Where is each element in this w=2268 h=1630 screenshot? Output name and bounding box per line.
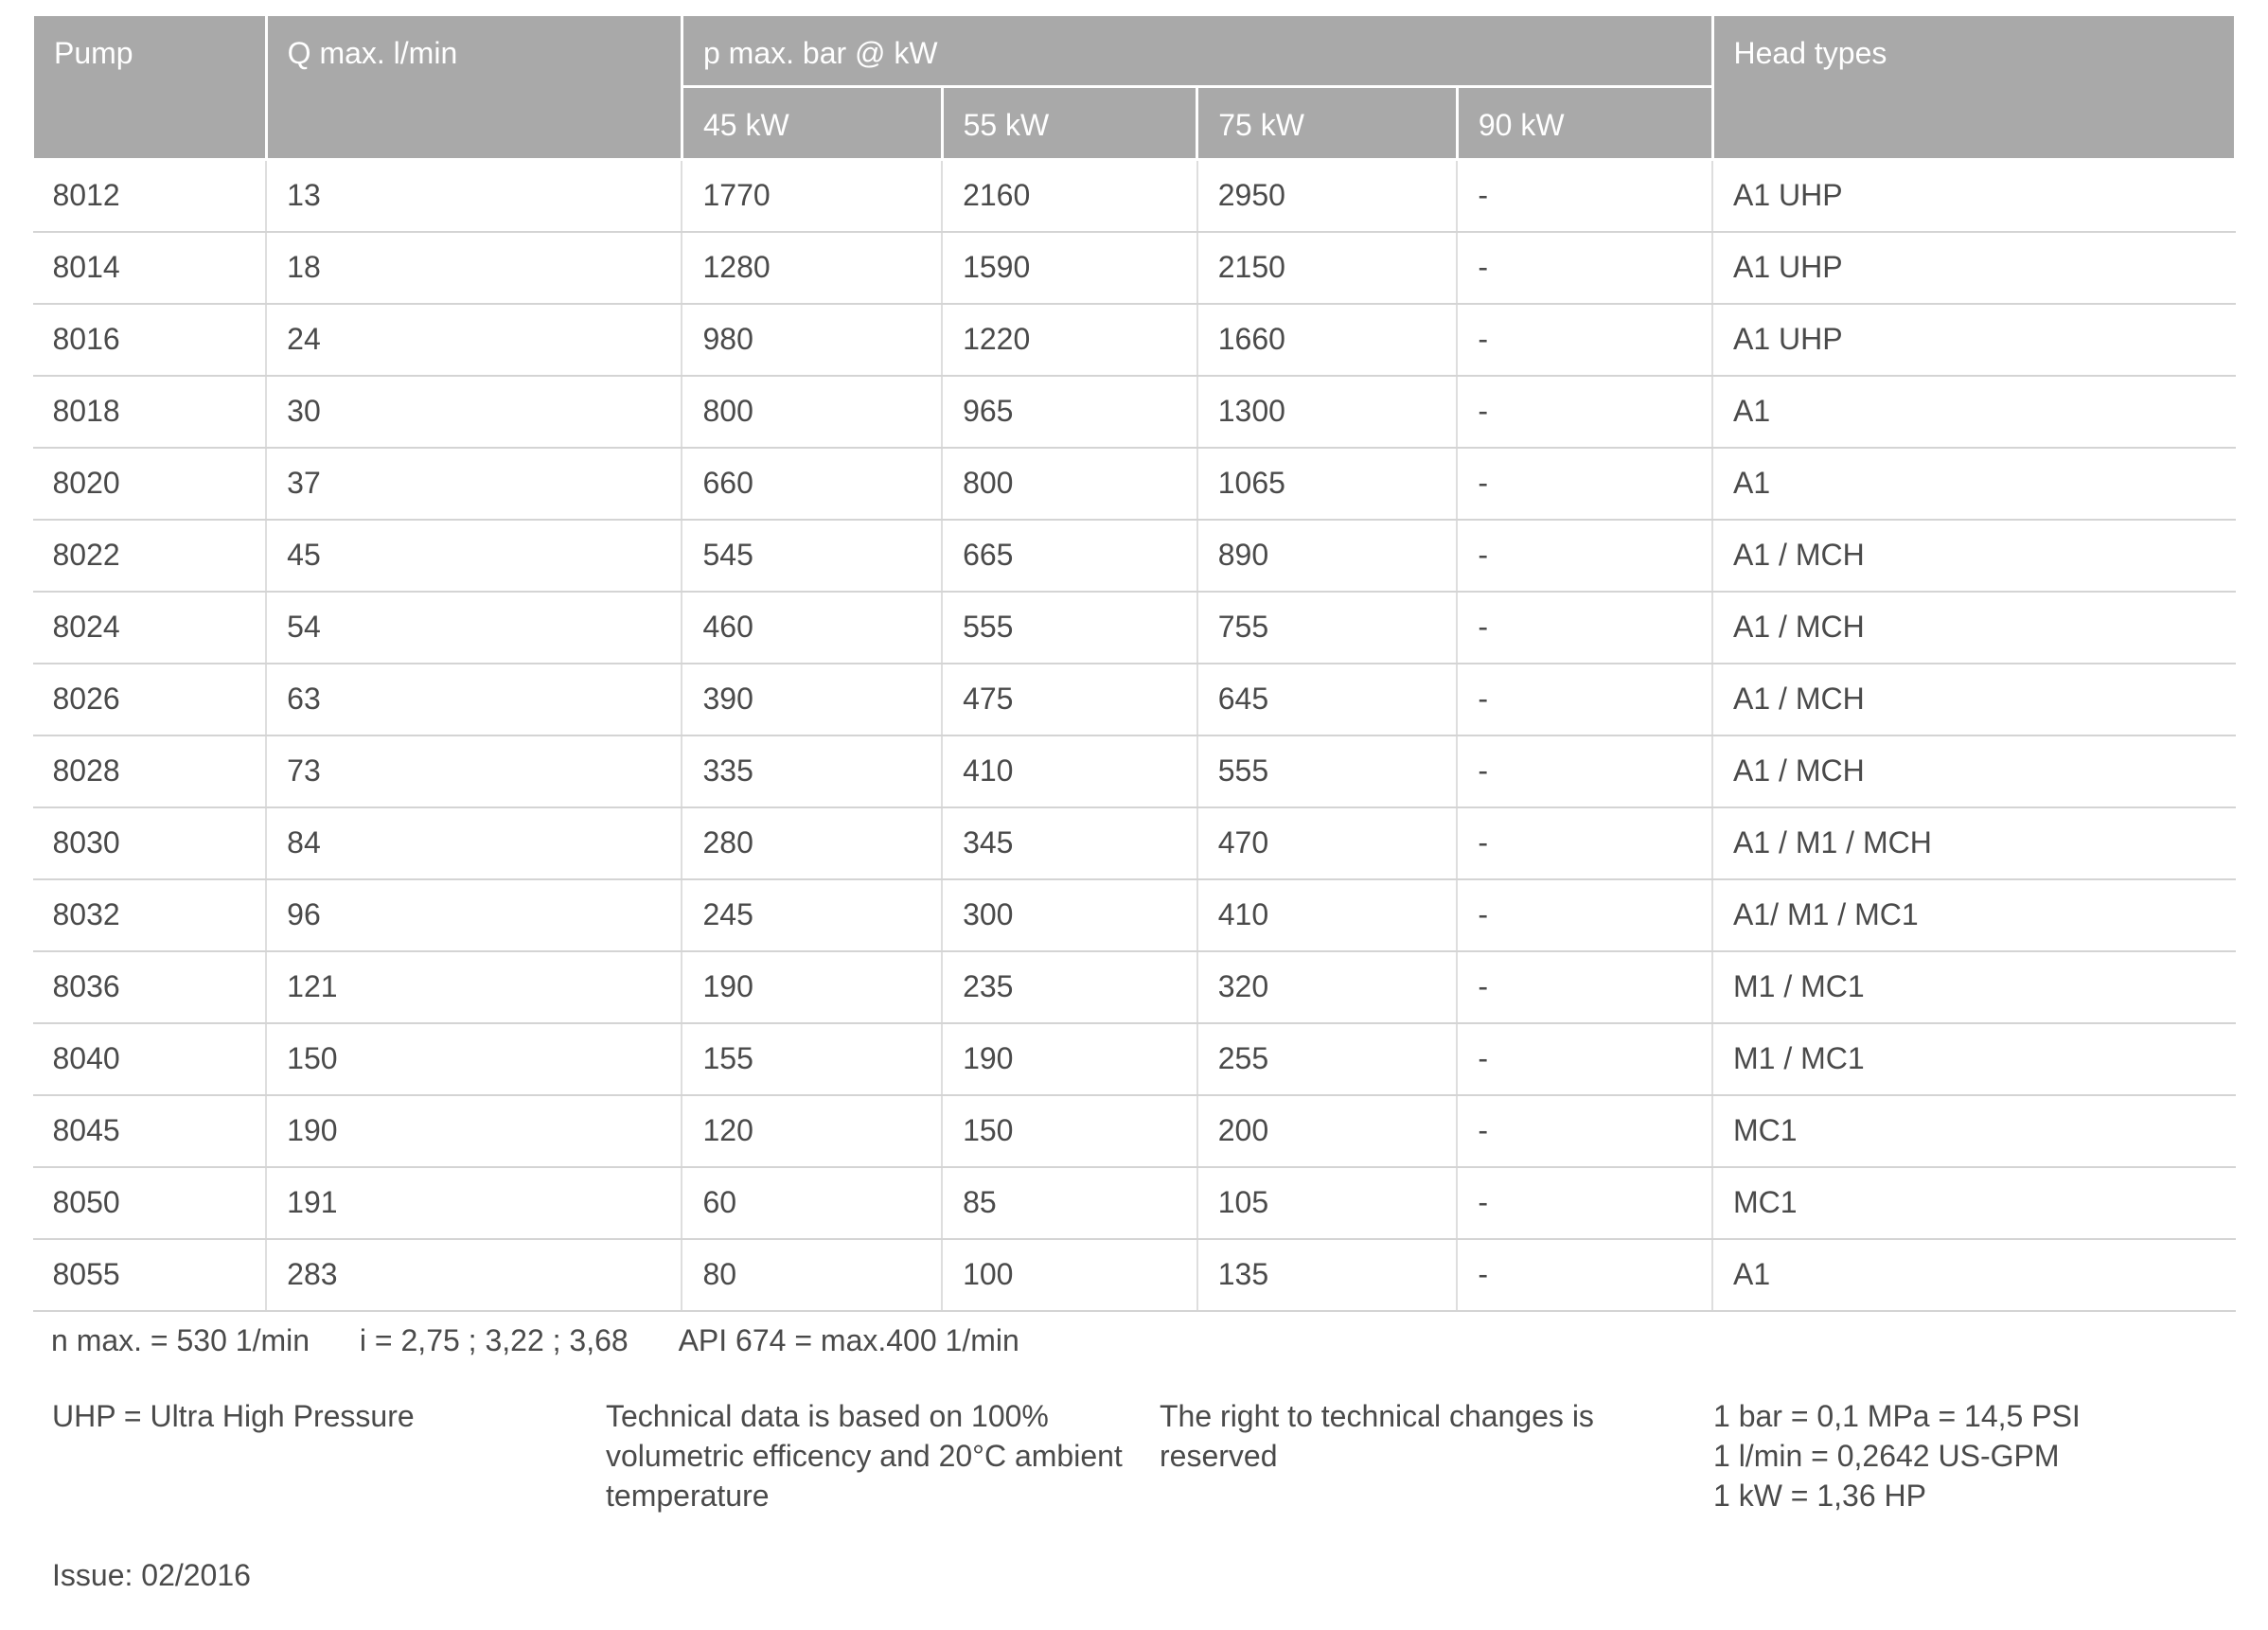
cell-head-types: M1 / MC1 [1712,1023,2235,1095]
cell-pump: 8045 [33,1095,267,1167]
table-row [33,160,2236,232]
cell-p-45kw: 190 [682,951,942,1023]
cell-pump: 8026 [33,664,267,735]
table-row [33,304,2236,376]
cell-q-max: 63 [266,664,682,735]
cell-head-types: A1 / MCH [1712,592,2235,664]
cell-p-55kw: 475 [942,664,1197,735]
issue-label: Issue: 02/2016 [52,1557,251,1592]
cell-p-45kw: 980 [682,304,942,376]
cell-p-55kw: 965 [942,376,1197,448]
cell-head-types: A1 / MCH [1712,520,2235,592]
table-row [33,807,2236,879]
cell-p-55kw: 85 [942,1167,1197,1239]
table-row [33,592,2236,664]
cell-p-55kw: 100 [942,1239,1197,1311]
cell-p-75kw: 555 [1197,735,1458,807]
cell-p-90kw: - [1457,664,1712,735]
cell-p-45kw: 120 [682,1095,942,1167]
col-header-q-max: Q max. l/min [266,15,682,160]
cell-p-90kw: - [1457,304,1712,376]
cell-p-45kw: 280 [682,807,942,879]
table-header [33,15,2236,160]
cell-p-45kw: 60 [682,1167,942,1239]
cell-p-75kw: 320 [1197,951,1458,1023]
cell-p-75kw: 135 [1197,1239,1458,1311]
cell-q-max: 54 [266,592,682,664]
col-header-90kw: 90 kW [1457,87,1712,160]
cell-p-55kw: 2160 [942,160,1197,232]
cell-p-45kw: 1280 [682,232,942,304]
cell-p-55kw: 410 [942,735,1197,807]
footer-conversion-line: 1 l/min = 0,2642 US-GPM [1713,1438,2060,1473]
cell-p-55kw: 235 [942,951,1197,1023]
cell-q-max: 18 [266,232,682,304]
cell-p-75kw: 200 [1197,1095,1458,1167]
cell-p-75kw: 470 [1197,807,1458,879]
footer-conversion-note [1713,1396,2081,1515]
col-header-pump: Pump [33,15,267,160]
cell-p-75kw: 645 [1197,664,1458,735]
cell-q-max: 45 [266,520,682,592]
cell-q-max: 191 [266,1167,682,1239]
table-footnotes [31,1320,2237,1360]
cell-q-max: 283 [266,1239,682,1311]
cell-p-90kw: - [1457,592,1712,664]
cell-p-90kw: - [1457,376,1712,448]
footer-conversion-line: 1 kW = 1,36 HP [1713,1478,1926,1513]
cell-p-55kw: 665 [942,520,1197,592]
col-header-75kw: 75 kW [1197,87,1458,160]
cell-head-types: A1 [1712,448,2235,520]
cell-pump: 8024 [33,592,267,664]
cell-head-types: A1 [1712,1239,2235,1311]
table-row [33,1095,2236,1167]
table-row [33,664,2236,735]
col-header-45kw: 45 kW [682,87,942,160]
cell-p-90kw: - [1457,1239,1712,1311]
cell-pump: 8036 [33,951,267,1023]
col-header-p-max-group: p max. bar @ kW [682,15,1712,87]
cell-head-types: M1 / MC1 [1712,951,2235,1023]
cell-p-55kw: 190 [942,1023,1197,1095]
pump-table-body [33,160,2236,1311]
cell-head-types: A1 / MCH [1712,735,2235,807]
cell-q-max: 73 [266,735,682,807]
cell-p-75kw: 105 [1197,1167,1458,1239]
cell-p-90kw: - [1457,879,1712,951]
cell-pump: 8018 [33,376,267,448]
cell-p-75kw: 755 [1197,592,1458,664]
footer-technical-line: volumetric efficency and 20°C ambient [606,1438,1123,1473]
cell-p-55kw: 1590 [942,232,1197,304]
cell-p-90kw: - [1457,735,1712,807]
cell-pump: 8032 [33,879,267,951]
cell-pump: 8016 [33,304,267,376]
cell-p-45kw: 245 [682,879,942,951]
cell-q-max: 37 [266,448,682,520]
footer-technical-line: temperature [606,1478,770,1513]
cell-p-90kw: - [1457,807,1712,879]
cell-p-55kw: 150 [942,1095,1197,1167]
cell-pump: 8050 [33,1167,267,1239]
table-row [33,448,2236,520]
cell-p-90kw: - [1457,1023,1712,1095]
cell-p-45kw: 155 [682,1023,942,1095]
note-api: API 674 = max.400 1/min [678,1322,1019,1357]
cell-p-75kw: 1300 [1197,376,1458,448]
cell-pump: 8028 [33,735,267,807]
cell-p-45kw: 545 [682,520,942,592]
cell-head-types: A1/ M1 / MC1 [1712,879,2235,951]
cell-p-45kw: 390 [682,664,942,735]
cell-head-types: A1 / M1 / MCH [1712,807,2235,879]
cell-pump: 8055 [33,1239,267,1311]
table-row [33,1239,2236,1311]
note-n-max: n max. = 530 1/min [51,1322,310,1357]
cell-p-90kw: - [1457,951,1712,1023]
cell-q-max: 84 [266,807,682,879]
cell-p-75kw: 2950 [1197,160,1458,232]
table-row [33,879,2236,951]
cell-p-45kw: 80 [682,1239,942,1311]
cell-q-max: 13 [266,160,682,232]
cell-head-types: A1 [1712,376,2235,448]
cell-head-types: A1 / MCH [1712,664,2235,735]
cell-pump: 8040 [33,1023,267,1095]
cell-p-75kw: 255 [1197,1023,1458,1095]
col-header-head-types: Head types [1712,15,2235,160]
cell-pump: 8012 [33,160,267,232]
cell-head-types: A1 UHP [1712,232,2235,304]
cell-pump: 8022 [33,520,267,592]
cell-q-max: 96 [266,879,682,951]
cell-p-55kw: 300 [942,879,1197,951]
cell-p-55kw: 345 [942,807,1197,879]
cell-p-75kw: 1065 [1197,448,1458,520]
table-row [33,232,2236,304]
cell-pump: 8014 [33,232,267,304]
cell-p-90kw: - [1457,1095,1712,1167]
cell-p-75kw: 410 [1197,879,1458,951]
cell-q-max: 190 [266,1095,682,1167]
cell-p-55kw: 1220 [942,304,1197,376]
cell-head-types: A1 UHP [1712,304,2235,376]
cell-p-45kw: 335 [682,735,942,807]
cell-p-45kw: 460 [682,592,942,664]
pump-spec-table [31,13,2237,1312]
table-row [33,520,2236,592]
cell-q-max: 24 [266,304,682,376]
table-row [33,1023,2236,1095]
cell-p-75kw: 890 [1197,520,1458,592]
cell-p-90kw: - [1457,1167,1712,1239]
cell-p-55kw: 555 [942,592,1197,664]
cell-head-types: MC1 [1712,1167,2235,1239]
footer-uhp-note: UHP = Ultra High Pressure [52,1398,415,1433]
cell-p-45kw: 800 [682,376,942,448]
cell-pump: 8030 [33,807,267,879]
footer-rights-note: The right to technical changes is reserved [1160,1398,1594,1473]
cell-q-max: 150 [266,1023,682,1095]
table-row [33,951,2236,1023]
footer-notes [31,1396,2237,1515]
cell-head-types: MC1 [1712,1095,2235,1167]
cell-q-max: 30 [266,376,682,448]
cell-p-45kw: 1770 [682,160,942,232]
cell-p-90kw: - [1457,520,1712,592]
cell-p-45kw: 660 [682,448,942,520]
col-header-55kw: 55 kW [942,87,1197,160]
cell-p-90kw: - [1457,232,1712,304]
cell-p-55kw: 800 [942,448,1197,520]
table-row [33,735,2236,807]
cell-pump: 8020 [33,448,267,520]
cell-p-75kw: 1660 [1197,304,1458,376]
note-gear-ratios: i = 2,75 ; 3,22 ; 3,68 [359,1322,629,1357]
table-row [33,376,2236,448]
cell-head-types: A1 UHP [1712,160,2235,232]
table-row [33,1167,2236,1239]
cell-p-75kw: 2150 [1197,232,1458,304]
cell-p-90kw: - [1457,448,1712,520]
cell-q-max: 121 [266,951,682,1023]
cell-p-90kw: - [1457,160,1712,232]
footer-conversion-line: 1 bar = 0,1 MPa = 14,5 PSI [1713,1398,2081,1433]
footer-technical-line: Technical data is based on 100% [606,1398,1049,1433]
footer-technical-note [606,1396,1160,1515]
